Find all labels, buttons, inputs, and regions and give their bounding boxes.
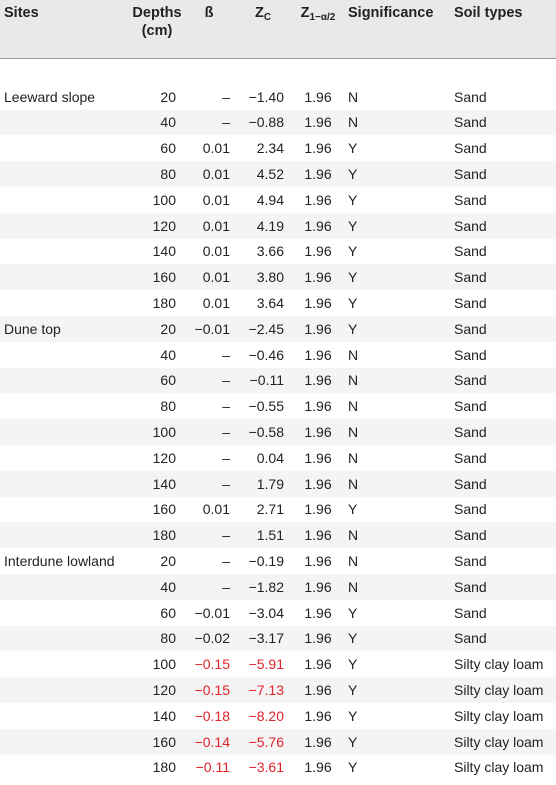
table-row bbox=[0, 239, 556, 265]
header-depths bbox=[132, 0, 182, 58]
cell-site bbox=[0, 161, 132, 187]
cell-site bbox=[0, 626, 132, 652]
cell-zc: 1.51 bbox=[256, 527, 284, 544]
cell-soil-type: Silty clay loam bbox=[454, 733, 544, 750]
cell-zc: 0.04 bbox=[256, 449, 284, 466]
cell-beta: – bbox=[222, 475, 230, 492]
cell-significance: N bbox=[348, 449, 359, 466]
cell-soil-type: Silty clay loam bbox=[454, 759, 544, 776]
cell-beta: – bbox=[222, 578, 230, 595]
cell-significance: N bbox=[348, 114, 359, 131]
table-row bbox=[0, 522, 556, 548]
cell-depth: 120 bbox=[152, 217, 176, 234]
cell-significance: Y bbox=[348, 243, 358, 260]
cell-significance: Y bbox=[348, 604, 358, 621]
cell-site bbox=[0, 600, 132, 626]
cell-beta: – bbox=[222, 449, 230, 466]
cell-soil-type: Sand bbox=[454, 243, 487, 260]
cell-beta: – bbox=[222, 527, 230, 544]
cell-depth: 140 bbox=[152, 707, 176, 724]
cell-z-critical: 1.96 bbox=[304, 269, 332, 286]
cell-depth: 40 bbox=[160, 578, 176, 595]
cell-depth: 60 bbox=[160, 372, 176, 389]
cell-zc: −7.13 bbox=[248, 682, 284, 699]
table-row bbox=[0, 316, 556, 342]
cell-z-critical: 1.96 bbox=[304, 166, 332, 183]
cell-zc: −3.61 bbox=[248, 759, 284, 776]
cell-beta: – bbox=[222, 372, 230, 389]
cell-site bbox=[0, 393, 132, 419]
cell-soil-type: Sand bbox=[454, 449, 487, 466]
cell-soil-type: Sand bbox=[454, 346, 487, 363]
cell-zc: −2.45 bbox=[248, 320, 284, 337]
cell-beta: – bbox=[222, 398, 230, 415]
header-zc-sub: C bbox=[263, 12, 272, 23]
cell-soil-type: Sand bbox=[454, 88, 487, 105]
cell-z-critical: 1.96 bbox=[304, 553, 332, 570]
spacer-row bbox=[0, 58, 556, 84]
cell-beta: −0.15 bbox=[194, 682, 230, 699]
cell-zc: −5.76 bbox=[248, 733, 284, 750]
cell-z-critical: 1.96 bbox=[304, 733, 332, 750]
cell-zc: 4.52 bbox=[256, 166, 284, 183]
cell-site bbox=[0, 651, 132, 677]
header-z-critical bbox=[290, 0, 346, 58]
table-row bbox=[0, 135, 556, 161]
table-row bbox=[0, 677, 556, 703]
cell-soil-type: Sand bbox=[454, 475, 487, 492]
cell-site: Dune top bbox=[4, 320, 61, 337]
cell-significance: Y bbox=[348, 166, 358, 183]
cell-z-critical: 1.96 bbox=[304, 88, 332, 105]
cell-zc: −0.46 bbox=[248, 346, 284, 363]
cell-depth: 140 bbox=[152, 475, 176, 492]
cell-zc: 2.71 bbox=[256, 501, 284, 518]
cell-significance: N bbox=[348, 424, 359, 441]
cell-soil-type: Sand bbox=[454, 217, 487, 234]
cell-significance: Y bbox=[348, 140, 358, 157]
table-row bbox=[0, 419, 556, 445]
cell-depth: 160 bbox=[152, 733, 176, 750]
cell-significance: N bbox=[348, 578, 359, 595]
cell-significance: N bbox=[348, 398, 359, 415]
header-depths-line2: (cm) bbox=[141, 23, 173, 39]
cell-depth: 20 bbox=[160, 88, 176, 105]
cell-beta: 0.01 bbox=[202, 217, 230, 234]
table-row bbox=[0, 264, 556, 290]
cell-zc: 3.64 bbox=[256, 295, 284, 312]
header-row bbox=[0, 0, 556, 58]
cell-beta: −0.01 bbox=[194, 604, 230, 621]
cell-site: Leeward slope bbox=[4, 88, 96, 105]
cell-z-critical: 1.96 bbox=[304, 217, 332, 234]
cell-z-critical: 1.96 bbox=[304, 398, 332, 415]
header-z-main: Z bbox=[300, 5, 310, 21]
cell-depth: 60 bbox=[160, 604, 176, 621]
cell-soil-type: Sand bbox=[454, 501, 487, 518]
cell-site bbox=[0, 703, 132, 729]
cell-zc: −0.58 bbox=[248, 424, 284, 441]
cell-z-critical: 1.96 bbox=[304, 191, 332, 208]
cell-soil-type: Sand bbox=[454, 424, 487, 441]
cell-soil-type: Sand bbox=[454, 630, 487, 647]
cell-soil-type: Sand bbox=[454, 140, 487, 157]
cell-beta: −0.02 bbox=[194, 630, 230, 647]
header-z-sub: 1−α/2 bbox=[309, 12, 336, 23]
cell-site bbox=[0, 522, 132, 548]
cell-beta: 0.01 bbox=[202, 295, 230, 312]
table-row bbox=[0, 84, 556, 110]
cell-beta: −0.11 bbox=[195, 759, 230, 776]
cell-z-critical: 1.96 bbox=[304, 243, 332, 260]
cell-site: Interdune lowland bbox=[4, 553, 115, 570]
cell-soil-type: Sand bbox=[454, 578, 487, 595]
cell-z-critical: 1.96 bbox=[304, 424, 332, 441]
cell-significance: N bbox=[348, 346, 359, 363]
cell-z-critical: 1.96 bbox=[304, 759, 332, 776]
cell-beta: 0.01 bbox=[202, 191, 230, 208]
header-sites: Sites bbox=[0, 0, 132, 58]
cell-soil-type: Silty clay loam bbox=[454, 707, 544, 724]
table-row bbox=[0, 342, 556, 368]
cell-zc: −0.55 bbox=[248, 398, 284, 415]
cell-significance: Y bbox=[348, 733, 358, 750]
table-row bbox=[0, 574, 556, 600]
cell-significance: Y bbox=[348, 191, 358, 208]
cell-z-critical: 1.96 bbox=[304, 527, 332, 544]
table-row bbox=[0, 497, 556, 523]
cell-site bbox=[0, 342, 132, 368]
table-row bbox=[0, 187, 556, 213]
cell-zc: −5.91 bbox=[248, 656, 284, 673]
cell-soil-type: Sand bbox=[454, 114, 487, 131]
cell-beta: 0.01 bbox=[202, 140, 230, 157]
table-row bbox=[0, 626, 556, 652]
cell-site bbox=[0, 419, 132, 445]
cell-beta: – bbox=[222, 553, 230, 570]
cell-depth: 120 bbox=[152, 449, 176, 466]
cell-beta: – bbox=[222, 424, 230, 441]
cell-depth: 60 bbox=[160, 140, 176, 157]
cell-depth: 80 bbox=[160, 398, 176, 415]
cell-site bbox=[0, 290, 132, 316]
cell-z-critical: 1.96 bbox=[304, 114, 332, 131]
cell-z-critical: 1.96 bbox=[304, 140, 332, 157]
cell-significance: Y bbox=[348, 217, 358, 234]
cell-soil-type: Sand bbox=[454, 527, 487, 544]
table-row bbox=[0, 729, 556, 755]
cell-site bbox=[0, 187, 132, 213]
cell-depth: 100 bbox=[152, 424, 176, 441]
cell-soil-type: Sand bbox=[454, 398, 487, 415]
cell-site bbox=[0, 239, 132, 265]
cell-soil-type: Sand bbox=[454, 553, 487, 570]
cell-beta: 0.01 bbox=[202, 269, 230, 286]
table-row bbox=[0, 703, 556, 729]
cell-z-critical: 1.96 bbox=[304, 320, 332, 337]
cell-site bbox=[0, 729, 132, 755]
cell-significance: Y bbox=[348, 295, 358, 312]
cell-significance: N bbox=[348, 88, 359, 105]
header-beta: ß bbox=[182, 0, 236, 58]
cell-soil-type: Sand bbox=[454, 269, 487, 286]
cell-site bbox=[0, 135, 132, 161]
cell-site bbox=[0, 264, 132, 290]
cell-significance: N bbox=[348, 475, 359, 492]
cell-soil-type: Silty clay loam bbox=[454, 656, 544, 673]
cell-site bbox=[0, 213, 132, 239]
header-significance: Significance bbox=[346, 0, 446, 58]
header-depths-line1: Depths bbox=[132, 5, 182, 21]
cell-significance: Y bbox=[348, 759, 358, 776]
cell-soil-type: Sand bbox=[454, 295, 487, 312]
cell-significance: N bbox=[348, 372, 359, 389]
cell-zc: 1.79 bbox=[256, 475, 284, 492]
cell-depth: 80 bbox=[160, 166, 176, 183]
cell-site bbox=[0, 677, 132, 703]
cell-soil-type: Sand bbox=[454, 372, 487, 389]
table-row bbox=[0, 393, 556, 419]
cell-zc: 4.19 bbox=[256, 217, 284, 234]
cell-beta: −0.14 bbox=[194, 733, 230, 750]
table-row bbox=[0, 600, 556, 626]
cell-site bbox=[0, 445, 132, 471]
header-zc-main: Z bbox=[254, 5, 264, 21]
cell-soil-type: Sand bbox=[454, 320, 487, 337]
cell-depth: 180 bbox=[152, 759, 176, 776]
cell-depth: 20 bbox=[160, 320, 176, 337]
cell-zc: 3.66 bbox=[256, 243, 284, 260]
cell-beta: −0.18 bbox=[194, 707, 230, 724]
cell-beta: −0.15 bbox=[194, 656, 230, 673]
cell-z-critical: 1.96 bbox=[304, 372, 332, 389]
cell-zc: −8.20 bbox=[248, 707, 284, 724]
table-row bbox=[0, 471, 556, 497]
cell-z-critical: 1.96 bbox=[304, 604, 332, 621]
cell-z-critical: 1.96 bbox=[304, 707, 332, 724]
cell-site bbox=[0, 755, 132, 781]
cell-z-critical: 1.96 bbox=[304, 630, 332, 647]
cell-significance: Y bbox=[348, 656, 358, 673]
cell-beta: 0.01 bbox=[202, 243, 230, 260]
table-row bbox=[0, 368, 556, 394]
cell-site bbox=[0, 110, 132, 136]
cell-site bbox=[0, 574, 132, 600]
cell-zc: −1.40 bbox=[248, 88, 284, 105]
cell-zc: −0.88 bbox=[248, 114, 284, 131]
cell-z-critical: 1.96 bbox=[304, 501, 332, 518]
cell-zc: −0.19 bbox=[248, 553, 284, 570]
cell-depth: 100 bbox=[152, 656, 176, 673]
cell-zc: 2.34 bbox=[256, 140, 284, 157]
cell-soil-type: Sand bbox=[454, 191, 487, 208]
cell-significance: Y bbox=[348, 269, 358, 286]
table-row bbox=[0, 161, 556, 187]
cell-depth: 160 bbox=[152, 269, 176, 286]
cell-z-critical: 1.96 bbox=[304, 578, 332, 595]
cell-z-critical: 1.96 bbox=[304, 656, 332, 673]
table-row bbox=[0, 548, 556, 574]
cell-zc: −0.11 bbox=[249, 372, 284, 389]
cell-zc: −3.04 bbox=[248, 604, 284, 621]
cell-zc: −3.17 bbox=[248, 630, 284, 647]
cell-z-critical: 1.96 bbox=[304, 346, 332, 363]
cell-soil-type: Sand bbox=[454, 166, 487, 183]
cell-significance: Y bbox=[348, 501, 358, 518]
cell-beta: 0.01 bbox=[202, 166, 230, 183]
cell-depth: 20 bbox=[160, 553, 176, 570]
cell-soil-type: Silty clay loam bbox=[454, 682, 544, 699]
table-body bbox=[0, 58, 556, 780]
table-header bbox=[0, 0, 556, 58]
spacer-cell bbox=[0, 58, 556, 84]
cell-depth: 40 bbox=[160, 346, 176, 363]
cell-zc: 4.94 bbox=[256, 191, 284, 208]
header-zc bbox=[236, 0, 290, 58]
table-row bbox=[0, 755, 556, 781]
cell-beta: – bbox=[222, 114, 230, 131]
cell-site bbox=[0, 497, 132, 523]
cell-depth: 100 bbox=[152, 191, 176, 208]
cell-beta: 0.01 bbox=[202, 501, 230, 518]
table-row bbox=[0, 290, 556, 316]
cell-depth: 40 bbox=[160, 114, 176, 131]
cell-depth: 120 bbox=[152, 682, 176, 699]
cell-zc: −1.82 bbox=[248, 578, 284, 595]
table-row bbox=[0, 445, 556, 471]
cell-depth: 160 bbox=[152, 501, 176, 518]
cell-beta: – bbox=[222, 88, 230, 105]
cell-beta: −0.01 bbox=[194, 320, 230, 337]
cell-significance: N bbox=[348, 553, 359, 570]
cell-significance: Y bbox=[348, 707, 358, 724]
cell-beta: – bbox=[222, 346, 230, 363]
table-row bbox=[0, 651, 556, 677]
cell-site bbox=[0, 368, 132, 394]
cell-significance: Y bbox=[348, 320, 358, 337]
cell-z-critical: 1.96 bbox=[304, 475, 332, 492]
cell-soil-type: Sand bbox=[454, 604, 487, 621]
cell-significance: Y bbox=[348, 682, 358, 699]
cell-significance: Y bbox=[348, 630, 358, 647]
cell-depth: 140 bbox=[152, 243, 176, 260]
table-row bbox=[0, 110, 556, 136]
cell-site bbox=[0, 471, 132, 497]
cell-depth: 180 bbox=[152, 527, 176, 544]
cell-depth: 80 bbox=[160, 630, 176, 647]
cell-z-critical: 1.96 bbox=[304, 449, 332, 466]
cell-significance: N bbox=[348, 527, 359, 544]
cell-depth: 180 bbox=[152, 295, 176, 312]
cell-z-critical: 1.96 bbox=[304, 682, 332, 699]
cell-zc: 3.80 bbox=[256, 269, 284, 286]
table-row bbox=[0, 213, 556, 239]
header-soil-types: Soil types bbox=[446, 0, 556, 58]
cell-z-critical: 1.96 bbox=[304, 295, 332, 312]
